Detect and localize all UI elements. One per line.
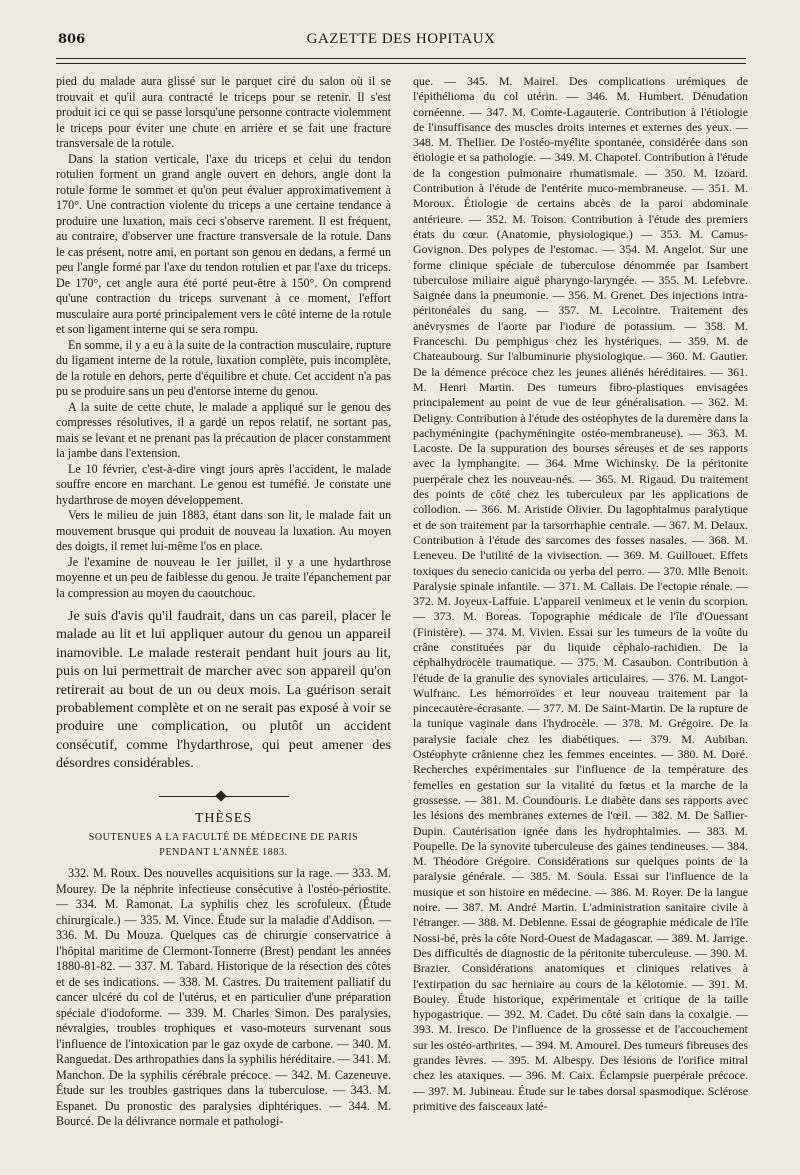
paragraph: En somme, il y a eu à la suite de la contraction musculaire, rupture du ligament interne de la rotule, luxation complète, puis incomplète, de la rotule en dehors, perte d'équilibre et chute. Cet accident n'a pas pu se produire sans un peu d'entorse interne du genou. xyxy=(56,337,391,398)
paragraph: Je l'examine de nouveau le 1er juillet, il y a une hydarthrose moyenne et un peu de faiblesse du genou. Je traite l'épanchement par la compression au moyen du caoutchouc. xyxy=(56,554,391,600)
theses-list: 332. M. Roux. Des nouvelles acquisitions sur la rage. — 333. M. Mourey. De la néphrite infectieuse consécutive à l'ostéo-périostite. — 334. M. Ramonat. La syphilis chez les scrofuleux. (Étude chirurgicale.) — 335. M. Vince. Étude sur la maladie d'Addison. — 336. M. Du Mouza. Quelques cas de chirurgie conservatrice à l'hôpital maritime de Clermont-Tonnerre (Brest) pendant les années 1880-81-82. — 337. M. Tabard. Historique de la résection des côtes et de ses indications. — 338. M. Castres. Du traitement palliatif du cancer ulcéré du col de l'utérus, et en particulier d'une préparation spéciale d'iodoforme. — 339. M. Charles Simon. Des paralysies, névralgies, troubles trophiques et vaso-moteurs survenant sous l'influence de l'intoxication par le gaz oxyde de carbone. — 340. M. Ranguedat. Des arthropathies dans la syphilis héréditaire. — 341. M. Manchon. De la syphilis cérébrale précoce. — 342. M. Cazeneuve. Étude sur les troubles gastriques dans la tuberculose. — 343. M. Espanet. Du pronostic des paralysies diphtériques. — 344. M. Bourcé. De la délivrance normale et pathologi- xyxy=(56,866,391,1129)
paragraph: pied du malade aura glissé sur le parquet ciré du salon où il se trouvait et qu'il aura contracté le triceps pour se retenir. Il s'est produit ici ce qui se passe lorsqu'une personne contracte violemment le triceps pour éviter une chute en arrière et se fait une fracture transversale de la rotule. xyxy=(56,74,391,150)
section-subheading xyxy=(56,830,391,860)
section-divider xyxy=(159,791,289,801)
section-heading: THÈSES xyxy=(194,810,253,826)
journal-title: GAZETTE DES HOPITAUX xyxy=(306,31,496,47)
header-rule-thin xyxy=(56,63,746,64)
theses-list-continued: que. — 345. M. Mairel. Des complications urémiques de l'épithélioma du col utérin. — 346. M. Humbert. Dénudation cornéenne. — 347. M. Comte-Lagauterie. Contribution à l'étiologie de l'insuffisance des muscles droits internes et externes des yeux. — 348. M. Thellier. De l'ostéo-myélite spontanée, considérée dans son étiologie et sa pathologie. — 349. M. Chapotel. Contribution à l'étude de la congestion pulmonaire rhumatismale. — 350. M. Izoard. Contribution à l'étude de l'entérite muco-membraneuse. — 351. M. Moroux. Étiologie de certains abcès de la paroi abdominale antérieure. — 352. M. Toison. Contribution à l'étude des premiers états du cœur. (Anatomie, physiologique.) — 353. M. Camus-Govignon. Des polypes de l'estomac. — 354. M. Angelot. Sur une forme clinique spéciale de tuberculose dénommée par Isambert tuberculose miliaire aiguë pharyngo-laryngée. — 355. M. Lefebvre. Saignée dans la pneumonie. — 356. M. Grenet. Des injections intra-péritonéales du sang. — 357. M. Lecointre. Traitement des anévrysmes de l'aorte par l'iodure de potassium. — 358. M. Franceschi. Du pemphigus chez les hystériques. — 359. M. de Chateaubourg. Sur l'albuminurie physiologique. — 360. M. Gautier. De la démence précoce chez les jeunes aliénés héréditaires. — 361. M. Henri Martin. Des tumeurs fibro-plastiques envisagées principalement au point de vue de leur généralisation. — 362. M. Deligny. Contribution à l'étude des ostéophytes de la duremère dans la pachyméningite (pachyméningite ostéo-membraneuse). — 363. M. Lacoste. De la suppuration des bourses séreuses et de ses rapports avec la lymphangite. — 364. Mme Wichinsky. De la péritonite puerpérale chez les nouveau-nés. — 365. M. Rigaud. Du traitement des points de côté chez les tuberculeux par les applications de collodion. — 366. M. Aristide Olivier. Du lagophtalmus paralytique et de son traitement par la tarsorrhaphie centrale. — 367. M. Delaux. Contribution à l'étude des sarcomes des fosses nasales. — 368. M. Leneveu. De l'utilité de la vivisection. — 369. M. Guillouet. Effets toxiques du senecio canicida ou yerba del perro. — 370. Mlle Benoit. Paralysie spinale infantile. — 371. M. Callais. De l'ectopie rénale. — 372. M. Joyeux-Laffuie. L'appareil venimeux et le venin du scorpion. — 373. M. Boreas. Topographie médicale de l'île d'Ouessant (Finistère). — 374. M. Vivien. Essai sur les tumeurs de la voûte du crâne constituées par du liquide céphalo-rachidien. De la céphalhydrocèle traumatique. — 375. M. Casaubon. Contribution à l'étude de la granulie des synoviales articulaires. — 376. M. Langot-Wulfranc. Les hémorroïdes et leur nouveau traitement par la pincecautère-écrasante. — 377. M. De Saint-Martin. De la rupture de la tunique vaginale dans l'hydrocèle. — 378. M. Grégoire. De la paralysie faciale chez les diabétiques. — 379. M. Aubiban. Ostéophyte crânienne chez les femmes enceintes. — 380. M. Doré. Recherches expérimentales sur l'influence de la température des femelles en gestation sur la vitalité du fœtus et la marche de la grossesse. — 381. M. Coundouris. Le diabète dans ses rapports avec les lésions des membranes externes de l'œil. — 382. M. De Sallier-Dupin. Cautérisation ignée dans les hydrophtalmies. — 383. M. Poupelle. De la synovite tuberculeuse des gaines tendineuses. — 384. M. Théodore Grégoire. Considérations sur quelques points de la paralysie générale. — 385. M. Soula. Essai sur l'influence de la musique et son histoire en médecine. — 386. M. Royer. De la langue noire. — 387. M. André Martin. L'administration sanitaire civile à l'étranger. — 388. M. Deblenne. Essai de géographie médicale de l'île Nossi-bé, près la côte Nord-Ouest de Madagascar. — 389. M. Jarrige. Des difficultés de diagnostic de la péritonite tuberculeuse. — 390. M. Brazier. Considérations anatomiques et cliniques relatives à l'extirpation du sac herniaire au cours de la kélotomie. — 391. M. Bouley. Étude historique, expérimentale et critique de la taille hypogastrique. — 392. M. Cadet. Du côté sain dans la coxalgie. — 393. M. Iresco. De l'influence de la grossesse et de l'accouchement sur les ostéo-arthrites. — 394. M. Amourel. Des tumeurs fibreuses des grandes lèvres. — 395. M. Albespy. Des lésions de l'orifice mitral chez les ataxiques. — 396. M. Caix. Éclampsie puerpérale précoce. — 397. M. Jubineau. Étude sur le tabes dorsal spasmodique. Sclérose primitive des faisceaux laté- xyxy=(413,74,748,1113)
section-subheading-line-1: SOUTENUES A LA FACULTÉ DE MÉDECINE DE PARIS xyxy=(88,832,359,844)
header-rule-thick xyxy=(56,58,746,59)
paragraph: Dans la station verticale, l'axe du triceps et celui du tendon rotulien forment un grand angle ouvert en dehors, angle dont la rotule forme le sommet et qu'on peut évaluer approximativement à 170°. Une contraction violente du triceps a une certaine tendance à produire une luxation, mais ceci s'observe rarement. Il est fréquent, au contraire, d'observer une fracture transversale de la rotule. Dans le cas présent, notre ami, en portant son genou en dedans, a fermé un peu l'angle formé par l'axe du tendon rotulien et par l'axe du triceps. De 170°, cet angle aura été porté peut-être à 150°. On comprend qu'une contraction du triceps survenant à ce moment, l'effort musculaire aura porté principalement vers le côté interne de la rotule et son ligament interne qui se sera rompu. xyxy=(56,151,391,336)
section-subheading-line-2: PENDANT L'ANNÉE 1883. xyxy=(159,847,288,859)
page-number: 806 xyxy=(58,32,86,47)
right-column xyxy=(413,74,748,1114)
paragraph: A la suite de cette chute, le malade a appliqué sur le genou des compresses résolutives, il a gardé un repos relatif, ne sortant pas, mais se levant et ne prenant pas la précaution de placer constamment la jambe dans l'extension. xyxy=(56,399,391,460)
paragraph: Le 10 février, c'est-à-dire vingt jours après l'accident, le malade souffre encore en marchant. Le genou est tuméfié. Je constate une hydarthrose de moyen développement. xyxy=(56,461,391,507)
paragraph: Vers le milieu de juin 1883, étant dans son lit, le malade fait un mouvement brusque qui produit de nouveau la luxation. Au moyen des doigts, il remet lui-même l'os en place. xyxy=(56,508,391,553)
page-header xyxy=(56,30,746,54)
left-column xyxy=(56,74,391,1130)
conclusion-paragraph: Je suis d'avis qu'il faudrait, dans un cas pareil, placer le malade au lit et lui appliquer autour du genou un appareil inamovible. Le malade resterait pendant huit jours au lit, puis on lui permettrait de marcher avec son appareil qu'on retirerait au bout de un ou deux mois. La guérison serait probablement complète et on ne serait pas exposé à voir se produire une complication, ou plutôt un accident consécutif, comme l'hydarthrose, qui peut amener des désordres considérables. xyxy=(56,608,391,772)
divider-ornament-icon xyxy=(215,790,226,801)
